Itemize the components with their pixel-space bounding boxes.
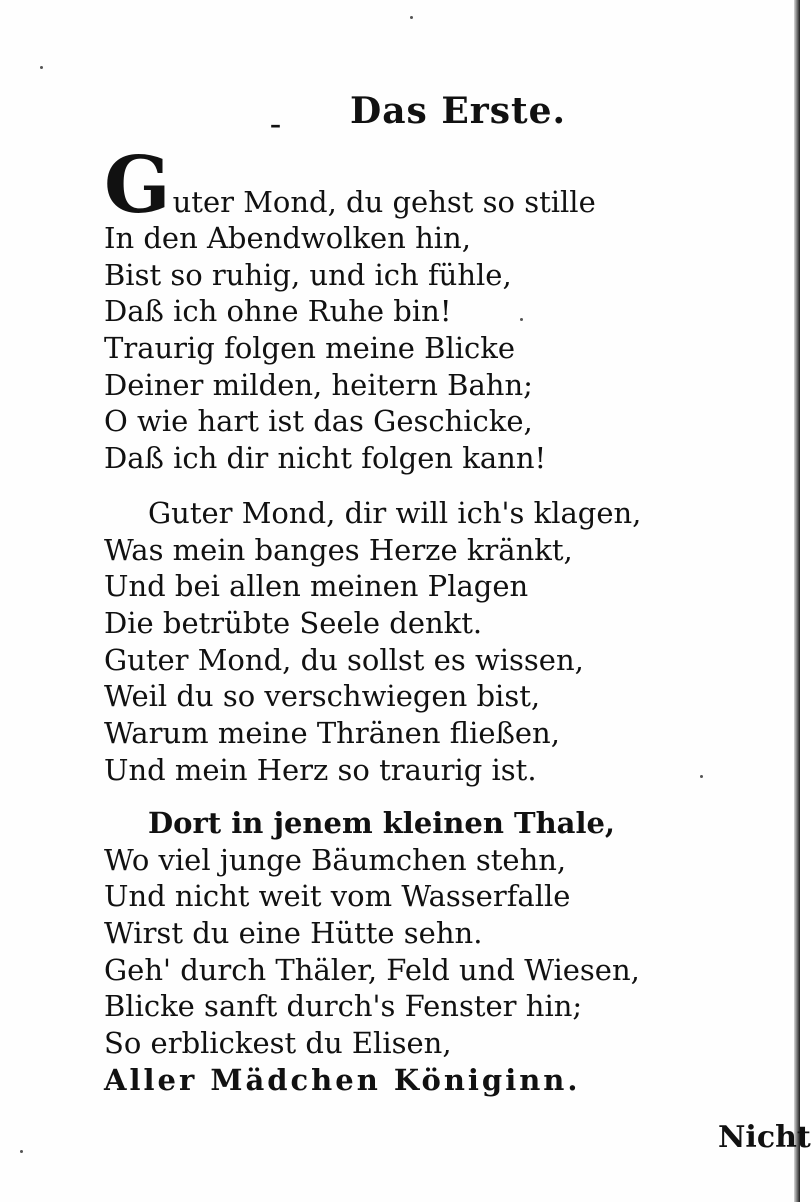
poem-line: O wie hart ist das Geschicke, [104, 404, 533, 439]
heading-dash: – [270, 112, 281, 138]
stanza-3 [104, 805, 704, 1099]
poem-line: Bist so ruhig, und ich fühle, [104, 257, 512, 292]
poem-line: So erblickest du Elisen, [104, 1026, 452, 1061]
poem-line: Und nicht weit vom Wasserfalle [104, 879, 571, 914]
poem-line: Deiner milden, heitern Bahn; [104, 367, 533, 402]
poem-line: Die betrübte Seele denkt. [104, 606, 483, 641]
poem-line: Traurig folgen meine Blicke [104, 331, 516, 366]
stanza-1 [104, 140, 704, 477]
drop-cap: G [104, 140, 171, 231]
poem-line: Weil du so verschwiegen bist, [104, 679, 541, 714]
poem-line: Guter Mond, dir will ich's klagen, [148, 496, 642, 530]
poem-line: Blicke sanft durch's Fenster hin; [104, 989, 583, 1024]
poem-line: Aller Mädchen Königinn. [104, 1062, 581, 1097]
poem-line: Daß ich ohne Ruhe bin! [104, 294, 452, 329]
poem-line: uter Mond, du gehst so stille [172, 185, 596, 219]
poem-line: Und mein Herz so traurig ist. [104, 752, 537, 787]
poem-line: Daß ich dir nicht folgen kann! [104, 441, 547, 476]
poem-line: Dort in jenem kleinen Thale, [148, 806, 616, 840]
page-edge-shadow [794, 0, 800, 1202]
ink-speck [410, 16, 413, 19]
poem-line: In den Abendwolken hin, [104, 221, 471, 255]
stanza-2 [104, 495, 704, 789]
poem-line: Geh' durch Thäler, Feld und Wiesen, [104, 952, 640, 987]
poem-line: Guter Mond, du sollst es wissen, [104, 642, 584, 677]
page-title: Das Erste. [350, 90, 567, 132]
ink-speck [20, 1150, 23, 1153]
poem-line: Warum meine Thränen fließen, [104, 716, 560, 751]
poem-line: Was mein banges Herze kränkt, [104, 532, 573, 567]
poem-line: Und bei allen meinen Plagen [104, 569, 529, 604]
poem-line: Wo viel junge Bäumchen stehn, [104, 842, 567, 877]
catchword: Nicht [718, 1120, 811, 1155]
ink-speck [40, 66, 43, 69]
poem-line: Wirst du eine Hütte sehn. [104, 916, 483, 951]
stanza-1-first-line [104, 140, 704, 231]
